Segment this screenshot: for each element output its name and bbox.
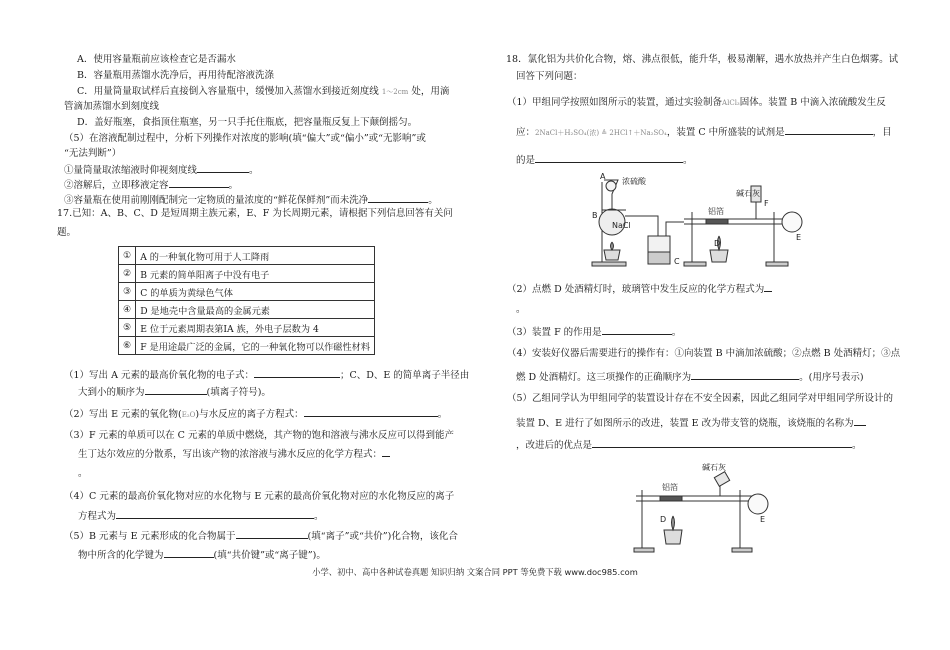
part-3: （3）F 元素的单质可以在 C 元素的单质中燃烧，其产物的饱和溶液与沸水反应可以得到能产 xyxy=(64,430,454,441)
row-text: C 的单质为黄绿色气体 xyxy=(136,283,375,301)
row-number: ① xyxy=(119,247,136,265)
q18-part-2: （2）点燃 D 处酒精灯时，玻璃管中发生反应的化学方程式为 xyxy=(507,281,772,296)
row-text: B 元素的简单阳离子中没有电子 xyxy=(136,265,375,283)
answer-blank[interactable] xyxy=(535,152,683,163)
part-1-cont: 大到小的顺序为 (填离子符号)。 xyxy=(78,384,271,399)
option-b: B．容量瓶用蒸馏水洗净后，再用待配溶液洗涤 xyxy=(77,70,274,81)
table-row xyxy=(119,247,375,265)
label-b: B xyxy=(592,211,598,220)
part-5: （5）B 元素与 E 元素形成的化合物属于 (填“离子”或“共价”)化合物，该化合 xyxy=(64,528,458,543)
answer-blank[interactable] xyxy=(304,406,438,417)
q18-part-4: （4）安装好仪器后需要进行的操作有：①向装置 B 中滴加浓硫酸；②点燃 B 处酒精灯；③点 xyxy=(507,348,901,359)
label-a: A xyxy=(600,172,606,181)
sub-1: ①量筒量取浓缩液时仰视刻度线 。 xyxy=(64,162,259,177)
label-d: D xyxy=(660,515,667,524)
label-e: E xyxy=(796,233,802,242)
q18-part-2-end: 。 xyxy=(516,304,526,315)
answer-blank[interactable] xyxy=(602,324,672,335)
sub-3: ③容量瓶在使用前刚刚配制完一定物质的量浓度的“鲜花保鲜剂”而未洗净 。 xyxy=(64,192,438,207)
question-17: 17.已知：A、B、C、D 是短周期主族元素，E、F 为长周期元素，请根据下列信息回答有关问 xyxy=(57,208,453,219)
label-soda-lime: 碱石灰 xyxy=(702,463,726,472)
label-c: C xyxy=(674,257,680,266)
answer-blank[interactable] xyxy=(197,162,249,173)
question-17-cont: 题。 xyxy=(57,227,77,238)
q18-part-5-cont: 装置 D、E 进行了如图所示的改进，装置 E 改为带支管的烧瓶，该烧瓶的名称为 xyxy=(516,415,866,430)
apparatus-figure-1 xyxy=(588,172,808,274)
page-footer: 小学、初中、高中各种试卷真题 知识归纳 文案合同 PPT 等免费下载 www.doc985.com xyxy=(312,567,638,577)
table-row xyxy=(119,283,375,301)
stand-base xyxy=(592,262,626,266)
row-number: ③ xyxy=(119,283,136,301)
answer-blank[interactable] xyxy=(764,281,772,292)
part-5-cont: 物中所含的化学键为 (填“共价键”或“离子键”)。 xyxy=(78,547,326,562)
row-text: A 的一种氧化物可用于人工降雨 xyxy=(136,247,375,265)
answer-blank[interactable] xyxy=(592,437,852,448)
aluminum-foil xyxy=(660,496,682,501)
label-soda-lime: 碱石灰 xyxy=(736,189,760,198)
answer-blank[interactable] xyxy=(785,124,873,135)
label-nacl: NaCl xyxy=(612,221,631,230)
answer-blank[interactable] xyxy=(382,446,390,457)
flask-e xyxy=(782,212,802,232)
option-c: C．用量筒量取试样后直接倒入容量瓶中，缓慢加入蒸馏水到接近刻度线 1～2cm 处，用滴 xyxy=(77,86,450,97)
answer-blank[interactable] xyxy=(854,415,866,426)
q18-part-1-purpose: 的是 。 xyxy=(516,152,693,167)
option-c-cont: 管滴加蒸馏水到刻度线 xyxy=(64,101,160,112)
answer-blank[interactable] xyxy=(116,508,314,519)
part-2: （2）写出 E 元素的氧化物(E₂O)与水反应的离子方程式： 。 xyxy=(64,406,447,422)
part-3-end: 。 xyxy=(78,468,88,479)
row-text: E 位于元素周期表第ⅠA 族，外电子层数为 4 xyxy=(136,319,375,337)
table-row xyxy=(119,319,375,337)
question-18: 18．氯化铝为共价化合物，熔、沸点很低，能升华，极易潮解，遇水放热并产生白色烟雾。试 xyxy=(506,54,899,65)
drying-tube xyxy=(714,472,729,487)
q18-part-5-end: ，改进后的优点是 。 xyxy=(516,437,862,452)
label-d: D xyxy=(714,239,721,248)
answer-blank[interactable] xyxy=(691,369,799,380)
label-e: E xyxy=(760,515,766,524)
q18-part-1: （1）甲组同学按照如图所示的装置，通过实验制备AlCl₃固体。装置 B 中滴入浓硫酸发生反 xyxy=(507,97,886,108)
question-5-cont: “无法判断”） xyxy=(64,148,122,159)
alcohol-lamp-d xyxy=(664,530,682,544)
answer-blank[interactable] xyxy=(236,528,308,539)
row-number: ⑥ xyxy=(119,337,136,355)
option-a: A．使用容量瓶前应该检查它是否漏水 xyxy=(77,54,236,65)
answer-blank[interactable] xyxy=(164,547,214,558)
part-4: （4）C 元素的最高价氧化物对应的水化物与 E 元素的最高价氧化物对应的水化物反应的离子 xyxy=(64,491,455,502)
q18-part-1-reaction: 应：2NaCl＋H₂SO₄(浓) ≜ 2HCl↑＋Na₂SO₄，装置 C 中所盛装的试剂是 ，目 xyxy=(516,124,892,140)
q18-part-4-cont: 燃 D 处酒精灯。这三项操作的正确顺序为 。(用序号表示) xyxy=(516,369,864,384)
label-foil: 铝箔 xyxy=(708,207,724,216)
row-number: ② xyxy=(119,265,136,283)
q18-part-5: （5）乙组同学认为甲组同学的装置设计存在不安全因素，因此乙组同学对甲组同学所设计的 xyxy=(507,393,894,404)
answer-blank[interactable] xyxy=(145,384,207,395)
alcohol-lamp-d xyxy=(710,250,728,262)
table-row xyxy=(119,337,375,355)
label-f: F xyxy=(764,199,769,208)
option-d: D．盖好瓶塞，食指顶住瓶塞，另一只手托住瓶底，把容量瓶反复上下颠倒摇匀。 xyxy=(77,117,418,128)
table-row xyxy=(119,265,375,283)
row-number: ④ xyxy=(119,301,136,319)
alcohol-lamp xyxy=(604,250,620,260)
answer-blank[interactable] xyxy=(169,177,229,188)
question-18-cont: 回答下列问题： xyxy=(516,71,583,82)
part-3-cont: 生丁达尔效应的分散系，写出该产物的浓溶液与沸水反应的化学方程式： xyxy=(78,446,390,461)
row-text: D 是地壳中含量最高的金属元素 xyxy=(136,301,375,319)
apparatus-figure-2 xyxy=(632,460,772,556)
part-4-cont: 方程式为 。 xyxy=(78,508,324,523)
info-table xyxy=(118,246,375,355)
label-foil: 铝箔 xyxy=(662,483,678,492)
table-row xyxy=(119,301,375,319)
answer-blank[interactable] xyxy=(368,192,428,203)
sub-2: ②溶解后，立即移液定容 。 xyxy=(64,177,238,192)
part-1: （1）写出 A 元素的最高价氧化物的电子式： ；C、D、E 的简单离子半径由 xyxy=(64,367,469,382)
label-conc-sulfuric-acid: 浓硫酸 xyxy=(622,177,646,186)
row-number: ⑤ xyxy=(119,319,136,337)
question-5: （5）在溶液配制过程中，分析下列操作对浓度的影响(填“偏大”或“偏小”或“无影响”或 xyxy=(64,133,426,144)
branched-flask-e xyxy=(748,494,768,514)
answer-blank[interactable] xyxy=(254,367,340,378)
q18-part-3: （3）装置 F 的作用是 。 xyxy=(507,324,681,339)
row-text: F 是用途最广泛的金属，它的一种氧化物可以作磁性材料 xyxy=(136,337,375,355)
aluminum-foil xyxy=(706,219,728,224)
